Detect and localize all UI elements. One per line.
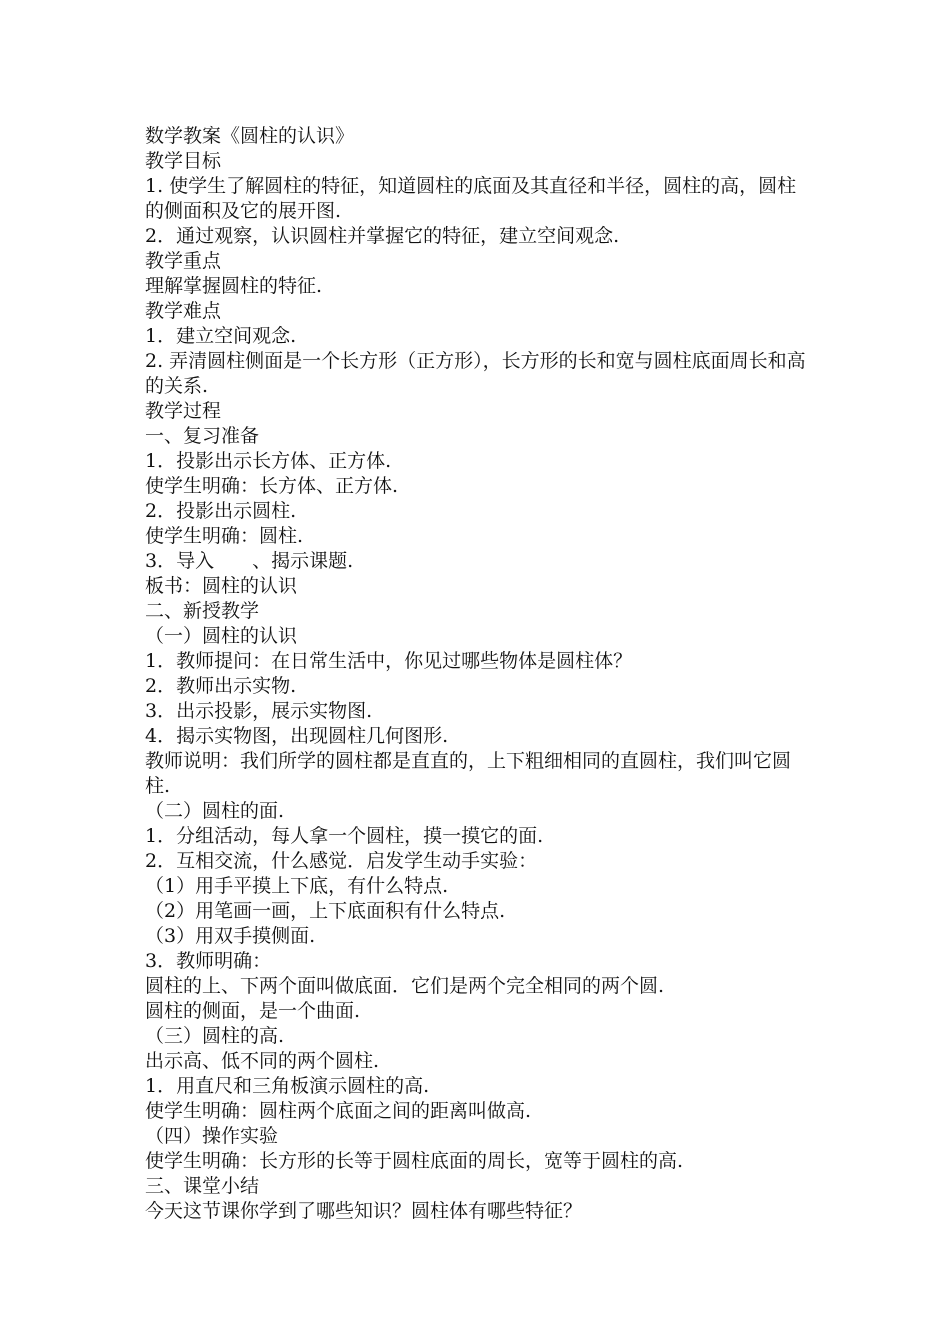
- sub2-experiment-3: （3）用双手摸侧面.: [145, 925, 316, 947]
- key-point-text: 理解掌握圆柱的特征.: [145, 275, 323, 297]
- sub2-step-1: 1．分组活动，每人拿一个圆柱，摸一摸它的面.: [145, 825, 544, 847]
- base-definition: 圆柱的上、下两个面叫做底面．它们是两个完全相同的两个圆.: [145, 975, 665, 997]
- heading-difficulties: 教学难点: [145, 300, 222, 322]
- sub2-experiment-1: （1）用手平摸上下底，有什么特点.: [145, 875, 449, 897]
- sub1-step-2: 2．教师出示实物.: [145, 675, 297, 697]
- summary-question: 今天这节课你学到了哪些知识？圆柱体有哪些特征？: [145, 1200, 583, 1222]
- sub2-step-2: 2．互相交流，什么感觉．启发学生动手实验：: [145, 850, 538, 872]
- section-review: 一、复习准备: [145, 425, 260, 447]
- heading-key-points: 教学重点: [145, 250, 222, 272]
- review-step-3: 3．导入 、揭示课题.: [145, 550, 354, 572]
- sub3-intro: 出示高、低不同的两个圆柱.: [145, 1050, 380, 1072]
- sub2-step-3: 3．教师明确：: [145, 950, 272, 972]
- review-clarify-2: 使学生明确：圆柱.: [145, 525, 304, 547]
- side-definition: 圆柱的侧面，是一个曲面.: [145, 1000, 361, 1022]
- sub1-step-1: 1．教师提问：在日常生活中，你见过哪些物体是圆柱体？: [145, 650, 633, 672]
- goal-item-2: 2．通过观察，认识圆柱并掌握它的特征，建立空间观念.: [145, 225, 620, 247]
- document-title: 数学教案《圆柱的认识》: [145, 125, 355, 147]
- difficulty-item-1: 1．建立空间观念.: [145, 325, 297, 347]
- review-step-2: 2．投影出示圆柱.: [145, 500, 297, 522]
- experiment-conclusion: 使学生明确：长方形的长等于圆柱底面的周长，宽等于圆柱的高.: [145, 1150, 684, 1172]
- sub2-experiment-2: （2）用笔画一画，上下底面积有什么特点.: [145, 900, 506, 922]
- blackboard-note: 板书：圆柱的认识: [145, 575, 298, 597]
- subsection-4: （四）操作实验: [145, 1125, 279, 1147]
- subsection-3: （三）圆柱的高.: [145, 1025, 285, 1047]
- sub1-step-3: 3．出示投影，展示实物图.: [145, 700, 373, 722]
- document-body: [145, 124, 815, 1224]
- heading-teaching-goals: 教学目标: [145, 150, 222, 172]
- difficulty-item-2: 2. 弄清圆柱侧面是一个长方形（正方形），长方形的长和宽与圆柱底面周长和高的关系.: [145, 350, 806, 397]
- review-step-1: 1．投影出示长方体、正方体.: [145, 450, 392, 472]
- goal-item-1: 1. 使学生了解圆柱的特征，知道圆柱的底面及其直径和半径，圆柱的高，圆柱的侧面积及它的展开图.: [145, 175, 797, 222]
- section-new-teaching: 二、新授教学: [145, 600, 260, 622]
- sub3-step-1: 1．用直尺和三角板演示圆柱的高.: [145, 1075, 430, 1097]
- subsection-1: （一）圆柱的认识: [145, 625, 298, 647]
- subsection-2: （二）圆柱的面.: [145, 800, 285, 822]
- height-definition: 使学生明确：圆柱两个底面之间的距离叫做高.: [145, 1100, 532, 1122]
- section-summary: 三、课堂小结: [145, 1175, 260, 1197]
- teacher-explanation: 教师说明：我们所学的圆柱都是直直的，上下粗细相同的直圆柱，我们叫它圆柱.: [145, 750, 792, 797]
- heading-process: 教学过程: [145, 400, 222, 422]
- review-clarify-1: 使学生明确：长方体、正方体.: [145, 475, 399, 497]
- sub1-step-4: 4．揭示实物图，出现圆柱几何图形.: [145, 725, 449, 747]
